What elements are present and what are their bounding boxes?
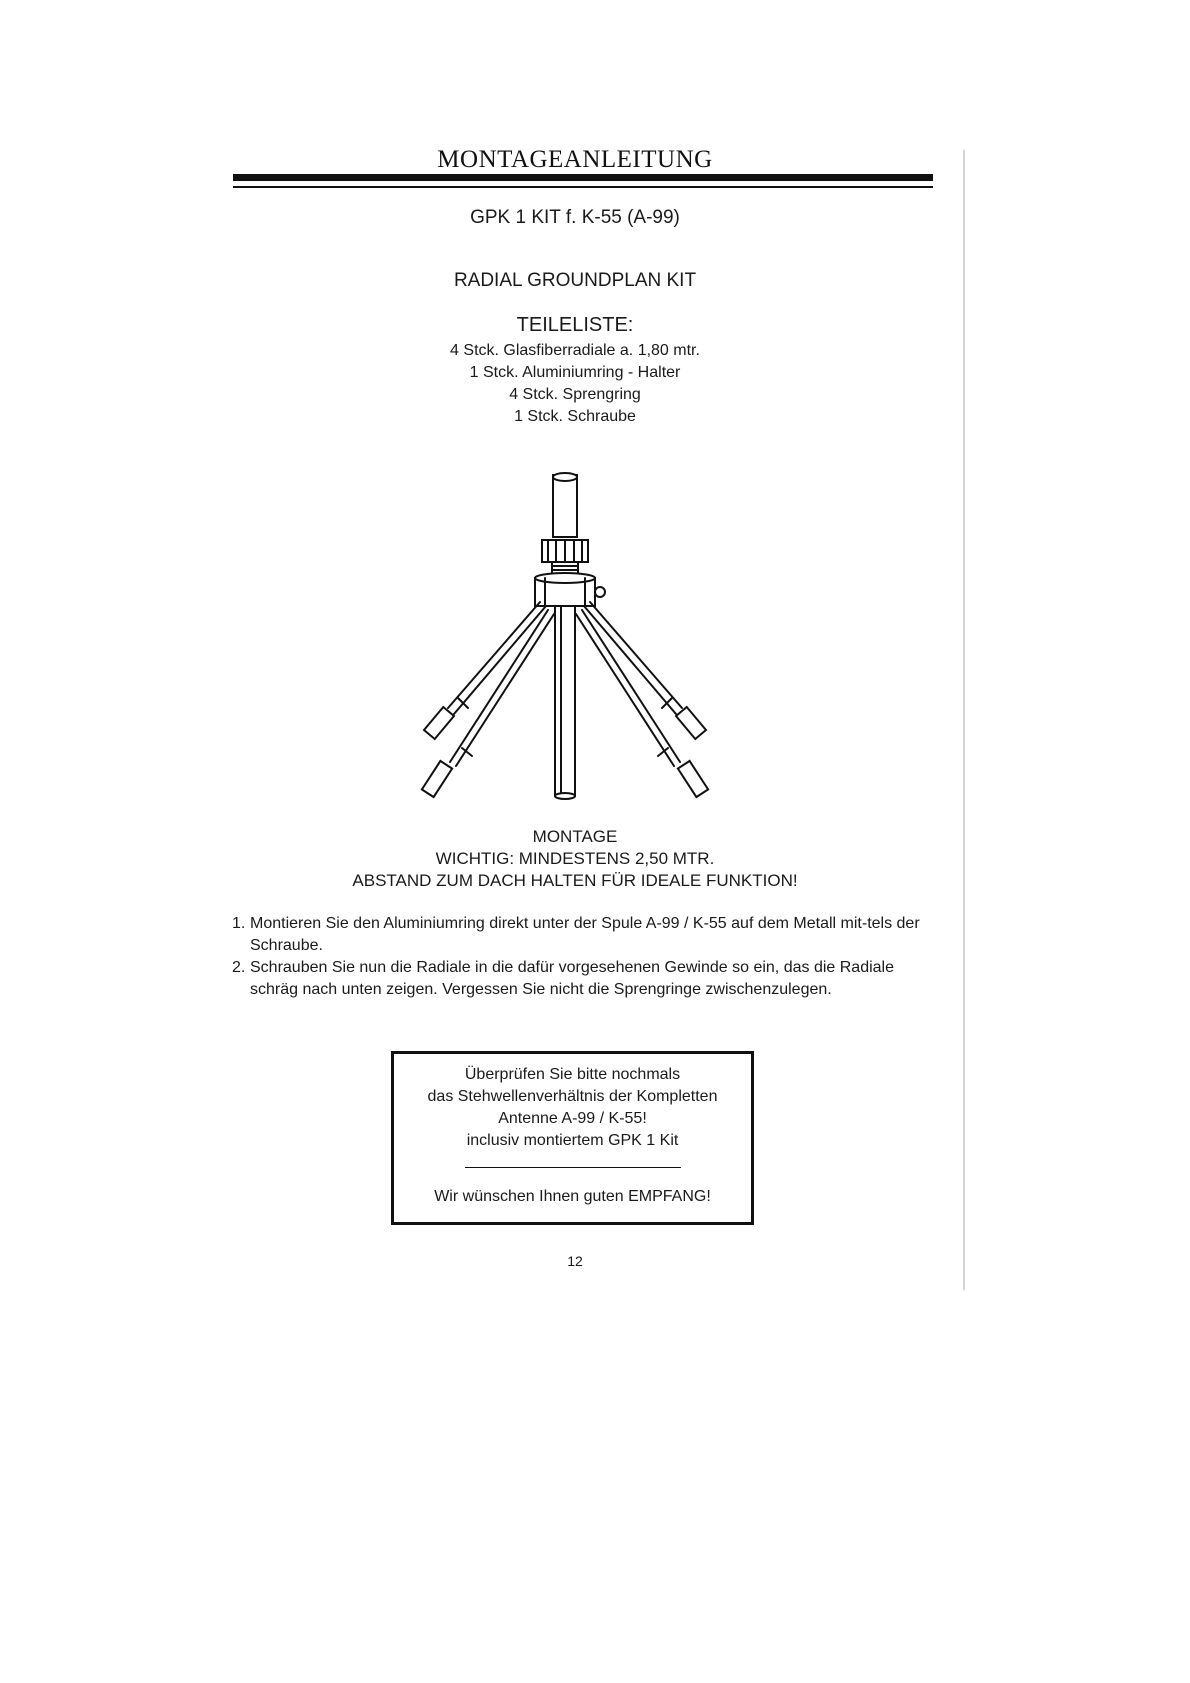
parts-list-item: 1 Stck. Aluminiumring - Halter (469, 364, 681, 381)
notice-line: Überprüfen Sie bitte nochmals (464, 1066, 681, 1083)
parts-list-item: 4 Stck. Sprengring (509, 386, 641, 403)
notice-text (394, 1054, 751, 1152)
warning-line: ABSTAND ZUM DACH HALTEN FÜR IDEALE FUNKTION! (352, 871, 798, 890)
notice-line: das Stehwellenverhältnis der Kompletten (427, 1088, 718, 1105)
instruction-steps (232, 913, 922, 1001)
instruction-step (232, 957, 922, 1001)
notice-line: Antenne A-99 / K-55! (498, 1110, 647, 1127)
kit-name: RADIAL GROUNDPLAN KIT (453, 270, 697, 291)
antenna-radial-illustration (420, 470, 720, 810)
notice-line: inclusiv montiertem GPK 1 Kit (466, 1132, 679, 1149)
parts-heading: TEILELISTE: (516, 314, 634, 336)
product-subtitle: GPK 1 KIT f. K-55 (A-99) (470, 207, 680, 228)
header-rule-thick (233, 174, 933, 181)
step-number: 2. (232, 959, 246, 976)
step-number: 1. (232, 915, 246, 932)
warning-line: WICHTIG: MINDESTENS 2,50 MTR. (435, 849, 715, 868)
parts-list-item: 4 Stck. Glasfiberradiale a. 1,80 mtr. (450, 342, 700, 359)
notice-box (391, 1051, 754, 1225)
step-text: Schrauben Sie nun die Radiale in die dafür vorgesehenen Gewinde so ein, das die Radiale schräg nach unten zeigen. Vergessen Sie nicht die Sprengringe zwischenzulegen. (250, 959, 894, 998)
notice-divider (465, 1167, 681, 1168)
mounting-heading: MONTAGE (532, 827, 618, 846)
parts-list-item: 1 Stck. Schraube (514, 408, 636, 425)
step-text: Montieren Sie den Aluminiumring direkt unter der Spule A-99 / K-55 auf dem Metall mit-tels der Schraube. (250, 915, 920, 954)
page-title: MONTAGEANLEITUNG (437, 146, 713, 173)
header-rule-thin (233, 186, 933, 188)
notice-closing: Wir wünschen Ihnen guten EMPFANG! (434, 1188, 711, 1205)
mounting-warning (0, 826, 1150, 892)
page-number: 12 (567, 1253, 583, 1269)
parts-list (0, 340, 1150, 428)
instruction-step (232, 913, 922, 957)
